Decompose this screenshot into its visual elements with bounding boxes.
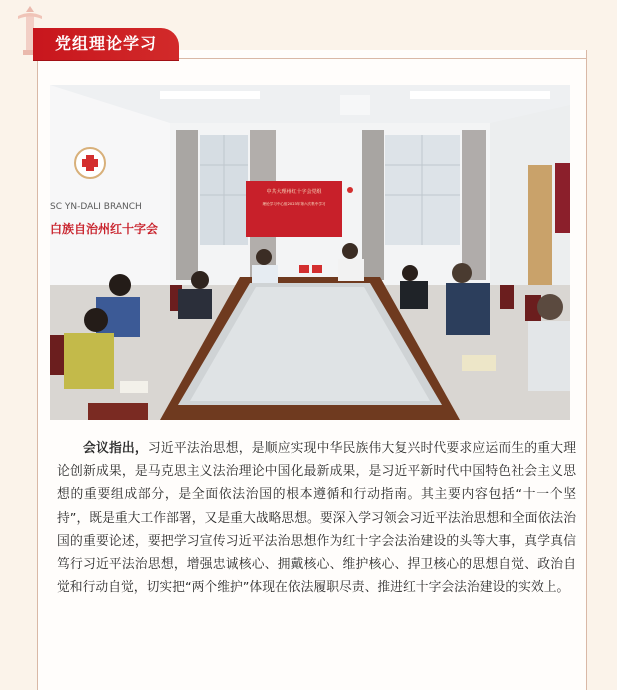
banner-title-text: 中共大理州红十字会党组 (266, 189, 322, 195)
wall-org-text: 白族自治州红十字会 (50, 222, 159, 236)
meeting-photo (50, 85, 570, 420)
banner-subtitle-text: 理论学习中心组2023年第六次集中学习 (262, 202, 326, 206)
paragraph-body: 习近平法治思想，是顺应实现中华民族伟大复兴时代要求应运而生的重大理论创新成果，是马克思主义法治理论中国化最新成果，是习近平新时代中国特色社会主义思想的重要组成部分，是全面依法治国的根本遵循和行动指南。其主要内容包括“十一个坚持”，既是重大工作部署，又是重大战略思想。要深入学习领会习近平法治思想和全面依法治国的重要论述，要把学习宣传习近平法治思想作为红十字会法治建设的头等大事，真学真信笃行习近平法治思想，增强忠诚核心、拥戴核心、维护核心、捍卫核心的思想自觉、政治自觉和行动自觉，切实把“两个维护”体现在依法履职尽责、推进红十字会法治建设的实效上。 (57, 441, 577, 596)
meeting-photo-scene (50, 85, 570, 420)
wall-english-text: SC YN-DALI BRANCH (50, 202, 142, 212)
paragraph-lead: 会议指出， (83, 441, 148, 456)
section-title: 党组理论学习 (55, 34, 158, 53)
meeting-summary-paragraph (57, 437, 576, 599)
